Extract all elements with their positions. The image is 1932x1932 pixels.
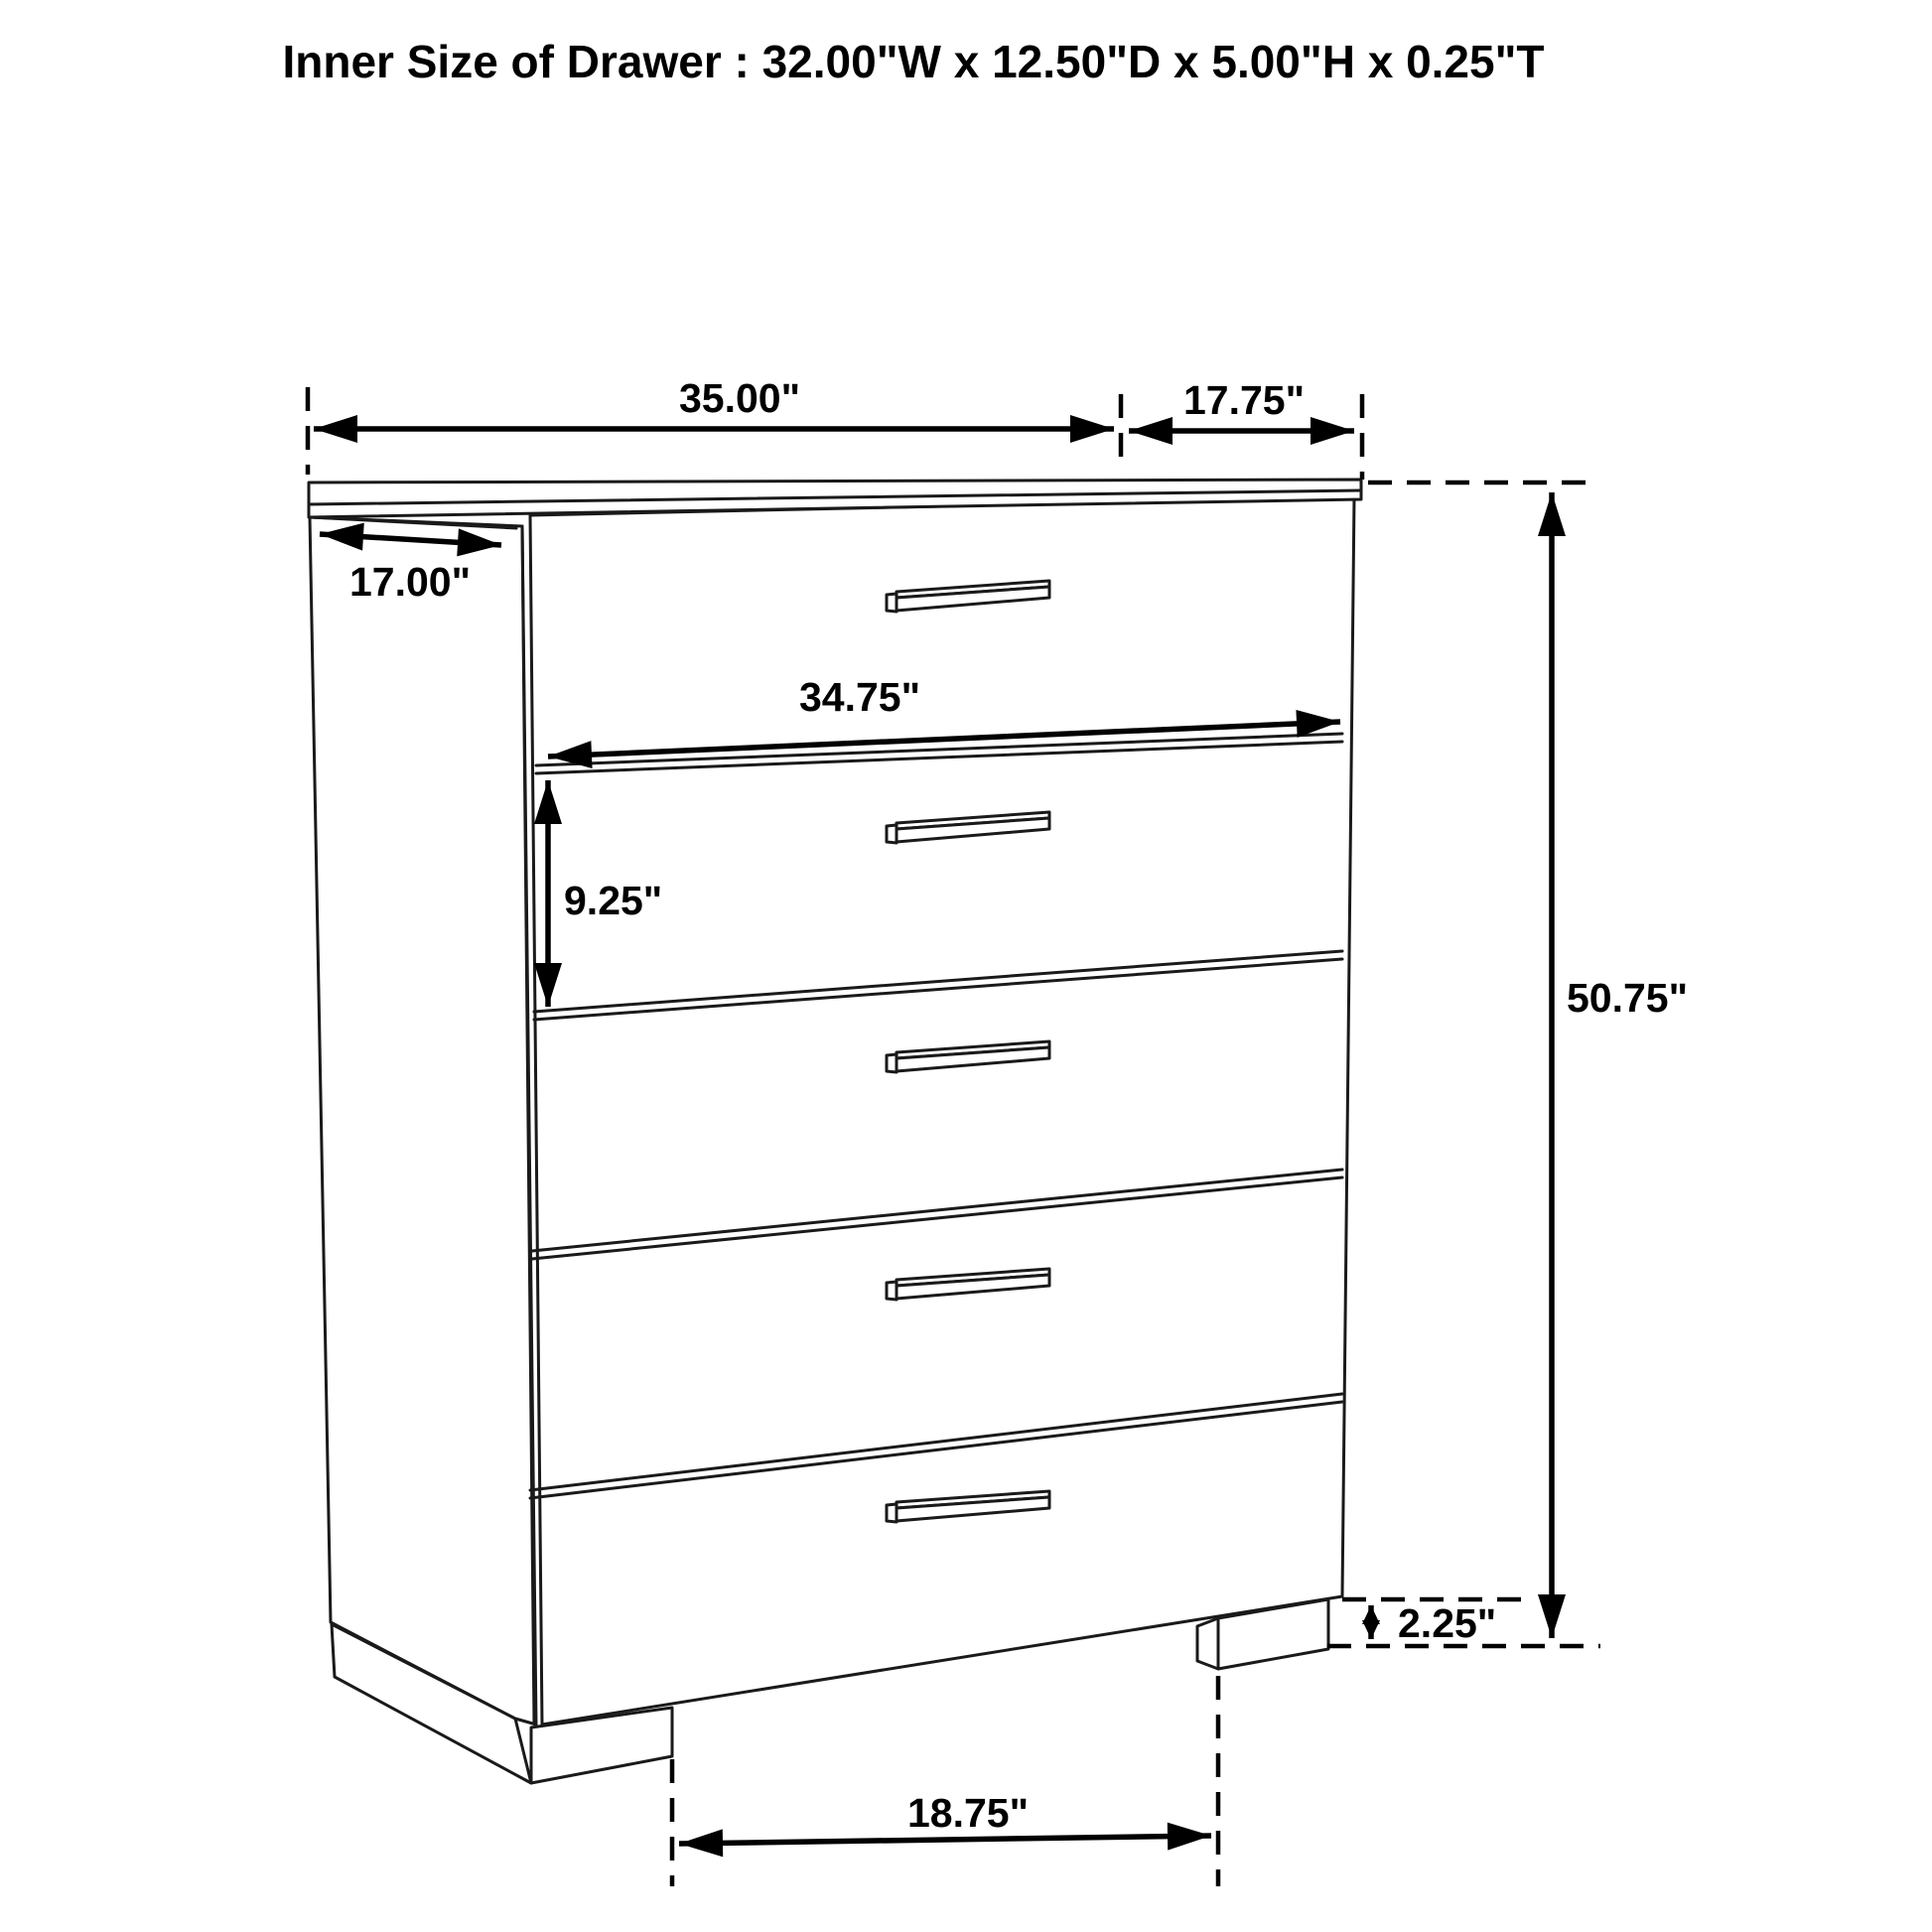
dim-drawer-width-label: 34.75" xyxy=(798,674,921,720)
dim-drawer-height-label: 9.25" xyxy=(564,878,663,923)
dim-leg-spacing-label: 18.75" xyxy=(906,1790,1030,1836)
side-panel xyxy=(310,517,536,1725)
dim-leg-height-label: 2.25" xyxy=(1398,1600,1497,1646)
page-title: Inner Size of Drawer : 32.00"W x 12.50"D x 5.00"H x 0.25"T xyxy=(282,36,1545,87)
dim-top-depth-label: 17.75" xyxy=(1182,377,1306,423)
dim-side-depth-label: 17.00" xyxy=(348,559,472,605)
front-right-leg-side xyxy=(1197,1618,1218,1669)
dim-top-width-label: 35.00" xyxy=(678,375,801,421)
dim-overall-height-label: 50.75" xyxy=(1567,975,1689,1021)
front-face xyxy=(530,497,1354,1725)
dim-leg-spacing-arrow xyxy=(679,1836,1211,1844)
